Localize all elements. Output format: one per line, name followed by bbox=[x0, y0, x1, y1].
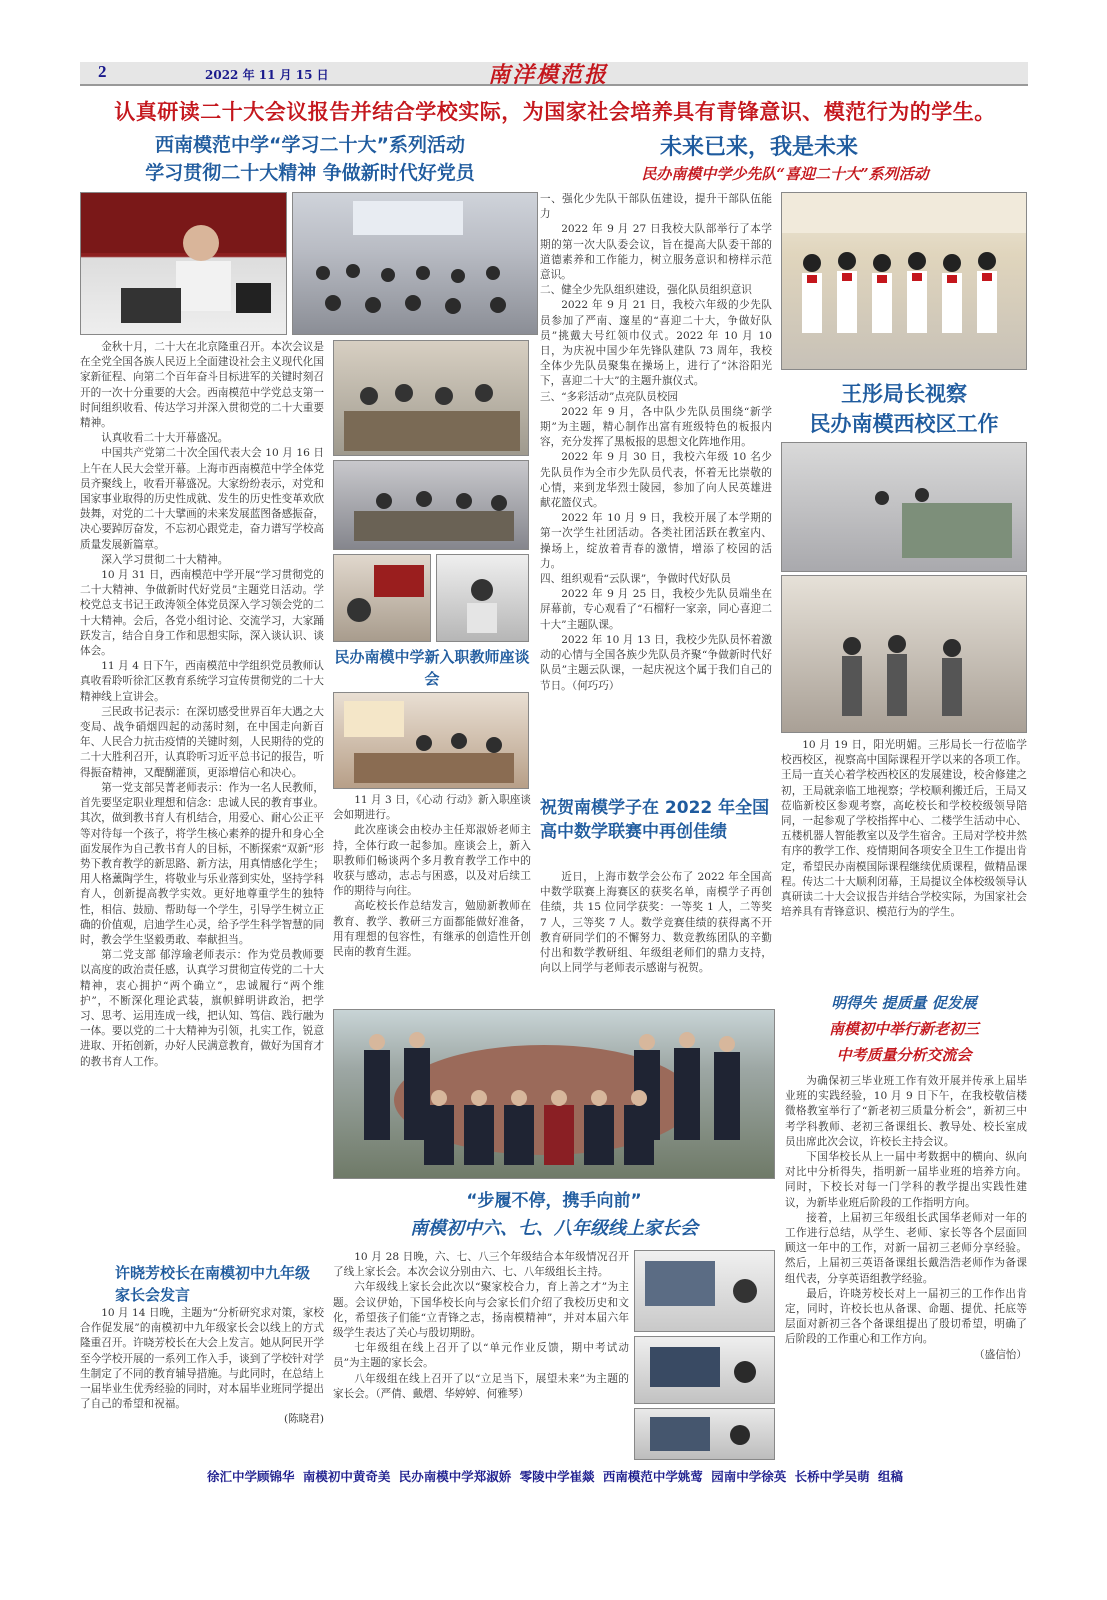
art7-body bbox=[785, 1074, 1027, 1363]
art8-para-1: 10 月 28 日晚，六、七、八三个年级结合本年级情况召开了线上家长会。本次会议分别由六、七、八年级组长主持。 bbox=[333, 1251, 629, 1279]
art1-para-2: 认真收看二十大开幕盛况。 bbox=[101, 432, 229, 445]
art1-para-3: 中国共产党第二十次全国代表大会 10 月 16 日上午在人民大会堂开幕。上海市西南模范中学全体党员齐聚线上，收看开幕盛况。大家纷纷表示，对党和国家事业取得的历史性成就、发生的历史性变革欢欣鼓舞，对党的二十大擘画的未来发展蓝图备感振奋，决心要踔厉奋发，不忘初心跟党走，奋力谱写学校高质量发展新篇章。 bbox=[80, 447, 324, 551]
photo-campus-model bbox=[781, 442, 1027, 572]
art8-para-2: 六年级线上家长会此次以“聚家校合力，育上善之才”为主题。会议伊始，下国华校长向与会家长们介绍了我校历史和文化，希望孩子们能“立青锋之志，扬南模精神”，并对本届六年级学生表达了关心与殷切期盼。 bbox=[333, 1281, 629, 1340]
art4-para-7: 2022 年 9 月 30 日，我校六年级 10 名少先队员作为全市少先队员代表，怀着无比崇敬的心情，来到龙华烈士陵园，参加了向人民英雄进献花篮仪式。 bbox=[540, 451, 772, 510]
art6-title2: 民办南模西校区工作 bbox=[809, 412, 999, 436]
art8-para-4: 八年级组在线上召开了以“立足当下，展望未来”为主题的家长会。（严倩、戴熠、华婷婷、何雅琴） bbox=[333, 1372, 629, 1400]
art1-para-5: 10 月 31 日，西南模范中学开展“学习贯彻党的二十大精神、争做新时代好党员”主题党日活动。学校党总支书记王政涛领全体党员深入学习领会党的二十大精神。会后，各党小组讨论、交流学习，大家踊跃发言，结合自身工作和思想实际，深入谈认识、谈体会。 bbox=[80, 569, 324, 658]
photo-staff-room-art bbox=[334, 461, 529, 550]
photo-online-meeting-3-art bbox=[635, 1409, 775, 1460]
art1-para-9: 第二党支部 郁淳瑜老师表示：作为党员教师要以高度的政治责任感，认真学习贯彻宣传党的二十大精神，衷心拥护“两个确立”，忠诚履行“两个维护”，不断深化理论武装，旗帜鲜明讲政治，把学习、思考、运用连成一线，把认知、笃信、践行融为一体。要以党的二十大精神为引领，扎实工作，锐意进取、开拓创新，办好人民满意教育，做好为国育才的教书育人工作。 bbox=[80, 949, 324, 1068]
art4-para-5: 三、“多彩活动”点亮队员校园 bbox=[540, 390, 678, 403]
photo-young-pioneers-art bbox=[782, 193, 1027, 370]
art4-title2: 民办南模中学少先队“喜迎二十大”系列活动 bbox=[641, 165, 929, 183]
photo-corridor-visit-art bbox=[782, 576, 1027, 733]
art7-para-1: 为确保初三毕业班工作有效开展并传承上届毕业班的实践经验，10 月 9 日下午，在我校敬信楼微格教室举行了“新老初三质量分析会”，新初三中考学科教师、老初三备课组长、教导处、校长室成员出席此次会议，许校长主持会议。 bbox=[785, 1075, 1027, 1148]
art7-title1: 明得失 提质量 促发展 bbox=[831, 994, 977, 1012]
photo-online-meeting-2-art bbox=[635, 1337, 775, 1404]
art7-para-2: 下国华校长从上一届中考数据中的横向、纵向对比中分析得失，指明新一届毕业班的培养方向。同时，下校长对每一门学科的教学提出实践性建议，为新毕业班后阶段的工作指明方向。 bbox=[785, 1151, 1027, 1209]
photo-group-discussion-art bbox=[334, 341, 529, 456]
photo-math-students-art bbox=[334, 1010, 775, 1179]
art7-para-4: 最后，许晓芳校长对上一届初三的工作作出肯定，同时，许校长也从备课、命题、提优、托底等层面对新初三各个备课组提出了殷切希望，明确了后阶段的工作重心和工作方向。 bbox=[785, 1287, 1027, 1346]
photo-new-teachers-art bbox=[334, 693, 529, 789]
art2-para-2: 此次座谈会由校办主任郑淑娇老师主持，全体行政一起参加。座谈会上，新入职教师们畅谈两个多月教育教学工作中的收获与感动，志忐与困惑，以及对后续工作的期待与向往。 bbox=[333, 824, 531, 898]
photo-meeting-hall bbox=[292, 192, 538, 335]
art6-para-1: 10 月 19 日，阳光明媚。三彤局长一行莅临学校西校区，视察高中国际课程开学以来的各项工作。王局一直关心着学校西校区的发展建设，校舍修建之初，王局就亲临工地视察；学校顺利搬迁后，王局又莅临新校区参观考察，高屹校长和学校校级领导陪同，一起参观了学校指挥中心、二楼学生活动中心、五楼机器人智能教室以及学生宿舍。王局对学校井然有序的教学工作、疫情期间各项安全卫生工作提出肯定，希望民办南模国际课程继续优质课程，做精品课程。传达二十大顺利闭幕，王局提议全体校级领导认真研读二十大会议报告并结合学校实际，为国家社会培养具有青锋意识、模范行为的学生。 bbox=[781, 739, 1027, 919]
art5-para-1: 近日，上海市数学会公布了 2022 年全国高中数学联赛上海赛区的获奖名单，南模学子再创佳绩，共 15 位同学获奖：一等奖 1 人，二等奖 7 人，三等奖 7 人。数学竞赛佳绩的获得离不开教育研同学们的不懈努力、数竞教练团队的辛勤付出和数学教研组、年级组老师们的鼎力支持，向以上同学与老师表示感谢与祝贺。 bbox=[540, 871, 772, 975]
art1-para-1: 金秋十月，二十大在北京隆重召开。本次会议是在全党全国各族人民迈上全面建设社会主义现代化国家新征程、向第二个百年奋斗目标进军的关键时刻召开的一次十分重要的大会。西南模范中学党总支第一时间组织收看、传达学习并深入贯彻党的二十大重要精神。 bbox=[80, 341, 324, 430]
photo-online-meeting-2 bbox=[634, 1336, 775, 1404]
art3-body bbox=[80, 1306, 324, 1428]
art1-body bbox=[80, 340, 324, 1070]
art8-title1: “步履不停，携手向前” bbox=[466, 1191, 642, 1211]
photo-teacher-desk bbox=[436, 554, 529, 642]
art8-title2: 南模初中六、七、八年级线上家长会 bbox=[410, 1218, 698, 1239]
art2-para-1: 11 月 3 日，《心动 行动》新入职座谈会如期进行。 bbox=[333, 794, 531, 822]
page-footer-credits: 徐汇中学顾锦华 南模初中黄奇美 民办南模中学郑淑娇 零陵中学崔燚 西南模范中学姚莺 园南中学徐英 长桥中学吴萌 组稿 bbox=[207, 1469, 903, 1484]
art2-body bbox=[333, 793, 531, 960]
art4-para-4: 2022 年 9 月 21 日，我校六年级的少先队员参加了严南、邃星的“喜迎二十大，争做好队员”挑戴大号红领巾仪式。2022 年 10 月 10 日，为庆祝中国少年先锋队建队 73 周年，我校全体少先队员聚集在操场上，进行了“沐浴阳光下，喜迎二十大”的主题升旗仪式。 bbox=[540, 299, 772, 388]
page-number: 2 bbox=[98, 62, 107, 81]
art6-title1: 王彤局长视察 bbox=[841, 382, 967, 406]
art4-para-11: 2022 年 10 月 13 日，我校少先队员怀着激动的心情与全国各族少先队员齐聚“争做新时代好队员”主题云队课，一起庆祝这个属于我们自己的节日。（何巧巧） bbox=[540, 633, 772, 692]
art4-body bbox=[540, 192, 772, 694]
photo-new-teachers bbox=[333, 692, 529, 789]
page-banner: 认真研读二十大会议报告并结合学校实际，为国家社会培养具有青锋意识、模范行为的学生。 bbox=[114, 100, 996, 124]
art7-title3: 中考质量分析交流会 bbox=[836, 1046, 972, 1064]
art1-para-4: 深入学习贯彻二十大精神。 bbox=[101, 553, 229, 566]
art4-para-10: 2022 年 9 月 25 日，我校少先队员端坐在屏幕前，专心观看了“石榴籽一家亲，同心喜迎二十大”主题队课。 bbox=[540, 588, 772, 631]
art1-title2: 学习贯彻二十大精神 争做新时代好党员 bbox=[145, 162, 475, 184]
masthead-logo: 南洋模范报 bbox=[488, 62, 609, 88]
art4-para-2: 2022 年 9 月 27 日我校大队部举行了本学期的第一次大队委会议，旨在提高大队委干部的道德素养和工作能力，树立服务意识和榜样示范意识。 bbox=[540, 223, 772, 282]
photo-corridor-visit bbox=[781, 575, 1027, 733]
issue-date: 2022 年 11 月 15 日 bbox=[205, 68, 329, 82]
photo-teacher-laptop bbox=[80, 192, 287, 335]
photo-online-meeting-3 bbox=[634, 1408, 775, 1460]
art3-title: 许晓芳校长在南模初中九年级家长会发言 bbox=[115, 1264, 311, 1304]
art1-title1: 西南模范中学“学习二十大”系列活动 bbox=[155, 134, 465, 156]
photo-online-meeting-1 bbox=[634, 1250, 775, 1332]
art4-para-9: 四、组织观看“云队课”，争做时代好队员 bbox=[540, 573, 731, 586]
art1-para-7: 三民政书记表示：在深切感受世界百年大遇之大变局、战争硝烟四起的动荡时刻，在中国走向新百年、人民合力抗击疫情的关键时刻，人民期待的党的二十大胜利召开，认真聆听习近平总书记的报告，听得振奋精神，又醍醐灌顶，更添增信心和决心。 bbox=[80, 705, 324, 779]
art8-body bbox=[333, 1250, 629, 1402]
photo-meeting-hall-art bbox=[293, 193, 538, 335]
art6-body bbox=[781, 738, 1027, 920]
art4-para-3: 二、健全少先队组织建设，强化队员组织意识 bbox=[540, 284, 752, 297]
art1-para-8: 第一党支部吴菁老师表示：作为一名人民教师，首先要坚定职业理想和信念：忠诚人民的教育事业。其次，做到教书育人有机结合，用爱心、耐心公正平等对待每一个孩子，将学生核心素养的提升和身心全面发展作为自己教书育人的目标，不断探索“双新”形势下教育教学的新思路、新方法，用真情感化学生；用人格薰陶学生，将敬业与乐业落到实处，坚持学科育人，创新提高教学实效。更好地尊重学生的独特性，相信、鼓励、帮助每一个学生，引导学生树立正确的价值观，启迪学生心灵，给予学生科学智慧的同时，教会学生坚毅勇敢、奉献担当。 bbox=[80, 781, 324, 946]
art3-para-1: 10 月 14 日晚，主题为“分析研究求对策，家校合作促发展”的南模初中九年级家长会以线上的方式隆重召开。许晓芳校长在大会上发言。她从阿民开学至今学校开展的一系列工作入手，谈到了学校针对学生制定了不同的教育辅导措施。与此同时，在总结上一届毕业生优秀经验的同时，对本届毕业班同学提出了自己的希望和祝福。 bbox=[80, 1307, 324, 1411]
photo-teacher-laptop-art bbox=[81, 193, 287, 335]
art4-title1: 未来已来，我是未来 bbox=[660, 135, 859, 160]
art4-para-8: 2022 年 10 月 9 日，我校开展了本学期的第一次学生社团活动。各类社团活跃在教室内、操场上，绽放着青春的激情，增添了校园的活力。 bbox=[540, 512, 772, 570]
photo-tv-viewing bbox=[333, 554, 431, 642]
art5-body bbox=[540, 870, 772, 976]
photo-online-meeting-1-art bbox=[635, 1251, 775, 1332]
art1-para-6: 11 月 4 日下午，西南模范中学组织党员教师认真收看聆听徐汇区教育系统学习宣传贯彻党的二十大精神线上宣讲会。 bbox=[80, 660, 324, 703]
photo-campus-model-art bbox=[782, 443, 1027, 572]
art8-para-3: 七年级组在线上召开了以“单元作业反馈，期中考试动员”为主题的家长会。 bbox=[333, 1342, 629, 1370]
photo-staff-room bbox=[333, 460, 529, 550]
art4-para-6: 2022 年 9 月，各中队少先队员围绕“新学期”为主题，精心制作出富有班级特色的板报内容，充分发挥了黑板报的思想文化阵地作用。 bbox=[540, 405, 772, 449]
photo-group-discussion bbox=[333, 340, 529, 456]
art5-title: 祝贺南模学子在 2022 年全国高中数学联赛中再创佳绩 bbox=[540, 798, 770, 842]
photo-math-students bbox=[333, 1009, 775, 1179]
art7-title2: 南模初中举行新老初三 bbox=[828, 1020, 979, 1038]
art2-para-3: 高屹校长作总结发言，勉励新教师在教育、教学、教研三方面都能做好准备，用有理想的包容性，有继承的创造性开创民南的教育生涯。 bbox=[333, 900, 531, 959]
art7-byline: （盛信怡） bbox=[974, 1348, 1027, 1361]
art2-title: 民办南模中学新入职教师座谈会 bbox=[334, 648, 530, 688]
art7-para-3: 接着，上届初三年级组长武国华老师对一年的工作进行总结，从学生、老师、家长等各个层面回顾这一年中的工作，对新一届初三老师分享经验。然后，上届初三英语备课组长戴浩浩老师作为备课组代表，分享英语组教学经验。 bbox=[785, 1211, 1027, 1285]
photo-young-pioneers bbox=[781, 192, 1027, 370]
photo-tv-viewing-art bbox=[334, 555, 431, 642]
art4-para-1: 一、强化少先队干部队伍建设，提升干部队伍能力 bbox=[540, 193, 772, 221]
photo-teacher-desk-art bbox=[437, 555, 529, 642]
art3-byline: (陈晓君) bbox=[283, 1413, 324, 1426]
